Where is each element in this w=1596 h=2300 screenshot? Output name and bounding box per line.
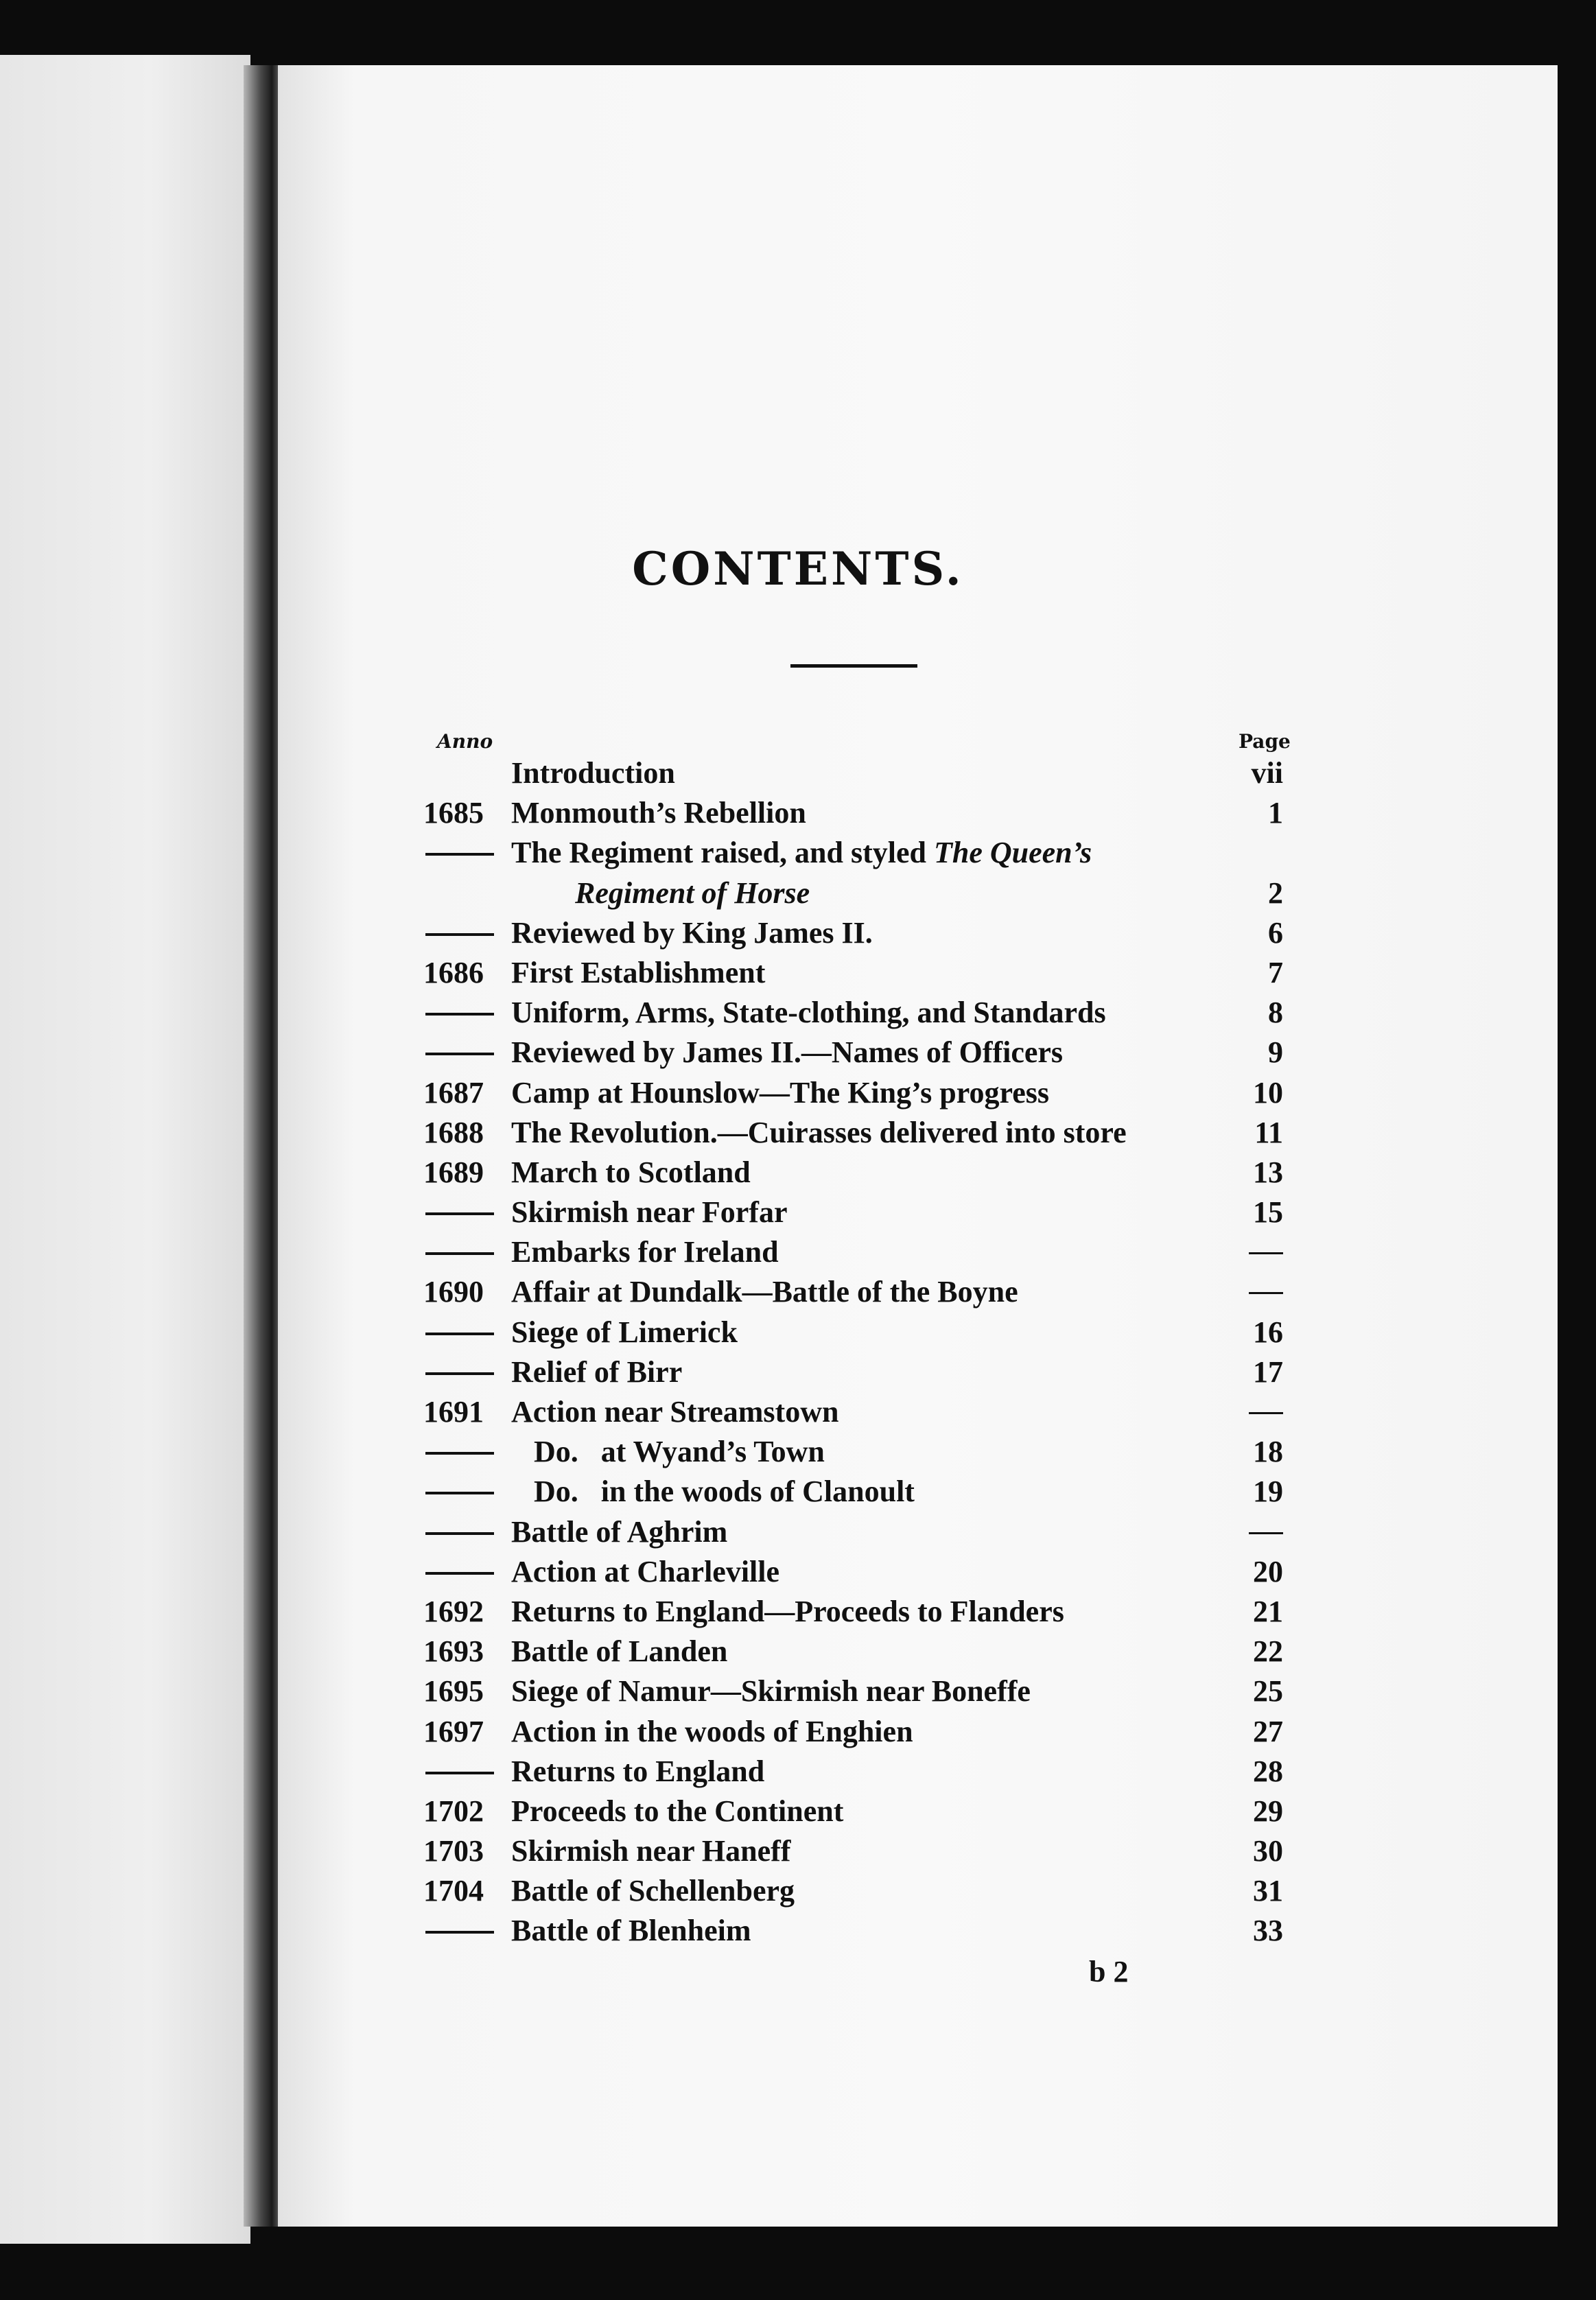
entry-title: Relief of Birr [511,1354,683,1389]
entry-page-number: 10 [1253,1075,1283,1110]
toc-entry [0,953,1596,993]
ditto-dash [1249,1412,1283,1414]
table-of-contents [0,753,1596,1951]
entry-year: 1685 [423,796,484,830]
entry-title: March to Scotland [511,1155,751,1189]
entry-title: Action in the woods of Enghien [511,1714,913,1748]
ditto-dash [425,1572,494,1575]
entry-title: Do. in the woods of Clanoult [534,1475,915,1509]
ditto-dash [425,1772,494,1774]
entry-title: Battle of Blenheim [511,1914,751,1948]
entry-page-number: 7 [1268,955,1283,989]
toc-entry [0,1232,1596,1272]
entry-title: Introduction [511,756,675,790]
toc-entry [0,1632,1596,1671]
entry-title: Battle of Landen [511,1634,728,1669]
toc-entry [0,753,1596,793]
entry-page-number: 15 [1253,1195,1283,1230]
entry-page-number: 9 [1268,1035,1283,1070]
entry-page-number: 8 [1268,996,1283,1030]
ditto-dash [425,1492,494,1494]
entry-year: 1703 [423,1834,484,1868]
ditto-dash [425,1013,494,1016]
toc-entry [0,1712,1596,1752]
column-header-year: Anno [437,730,493,753]
toc-entry [0,1392,1596,1432]
entry-page-number: 6 [1268,915,1283,950]
toc-entry [0,993,1596,1033]
ditto-dash [1249,1532,1283,1534]
entry-page-number: 18 [1253,1435,1283,1469]
entry-title: Proceeds to the Continent [511,1794,844,1828]
ditto-dash [425,1252,494,1255]
entry-title: Battle of Aghrim [511,1514,728,1549]
ditto-dash [425,933,494,936]
ditto-dash [425,1372,494,1375]
entry-year: 1691 [423,1395,484,1429]
entry-title: The Revolution.—Cuirasses delivered into store [511,1115,1127,1149]
entry-year: 1692 [423,1594,484,1628]
toc-entry [0,1792,1596,1831]
entry-page-number: 11 [1254,1115,1283,1149]
entry-year: 1687 [423,1075,484,1110]
entry-page-number: 17 [1253,1354,1283,1389]
entry-year: 1695 [423,1674,484,1709]
entry-title: Regiment of Horse [575,876,810,910]
entry-title: Do. at Wyand’s Town [534,1435,825,1469]
entry-year: 1690 [423,1275,484,1309]
toc-entry [0,873,1596,913]
ditto-dash [425,1053,494,1055]
entry-title: Skirmish near Haneff [511,1834,791,1868]
page-title: CONTENTS. [632,542,964,596]
entry-title: Embarks for Ireland [511,1235,779,1269]
entry-title: Reviewed by King James II. [511,915,873,950]
entry-page-number: 19 [1253,1475,1283,1509]
toc-entry [0,1512,1596,1552]
entry-page-number: 13 [1253,1155,1283,1189]
entry-page-number: 25 [1253,1674,1283,1709]
ditto-dash [425,1532,494,1535]
entry-page-number: 29 [1253,1794,1283,1828]
entry-title: Action at Charleville [511,1554,780,1588]
entry-title: Returns to England—Proceeds to Flanders [511,1594,1064,1628]
toc-entry [0,1671,1596,1711]
title-rule [790,664,917,668]
entry-page-number: 31 [1253,1874,1283,1908]
entry-title: Skirmish near Forfar [511,1195,788,1230]
entry-page-number: 16 [1253,1315,1283,1349]
entry-year: 1686 [423,955,484,989]
toc-entry [0,1033,1596,1072]
entry-page-number: 33 [1253,1914,1283,1948]
entry-page-number: 28 [1253,1754,1283,1788]
toc-entry [0,1272,1596,1312]
toc-entry [0,913,1596,953]
entry-year: 1693 [423,1634,484,1669]
entry-title: Siege of Namur—Skirmish near Boneffe [511,1674,1031,1709]
entry-year: 1688 [423,1115,484,1149]
toc-entry [0,1592,1596,1632]
ditto-dash [1249,1292,1283,1294]
toc-entry [0,1073,1596,1113]
toc-entry [0,1552,1596,1592]
entry-title: Monmouth’s Rebellion [511,796,806,830]
entry-page-number: vii [1251,756,1283,790]
toc-entry [0,1871,1596,1911]
entry-title: Action near Streamstown [511,1395,839,1429]
entry-title: Returns to England [511,1754,765,1788]
entry-title: Affair at Dundalk—Battle of the Boyne [511,1275,1018,1309]
entry-title: Reviewed by James II.—Names of Officers [511,1035,1064,1070]
entry-title: Battle of Schellenberg [511,1874,795,1908]
ditto-dash [1249,1252,1283,1254]
entry-title: Camp at Hounslow—The King’s progress [511,1075,1049,1110]
entry-title: Siege of Limerick [511,1315,738,1349]
ditto-dash [425,1931,494,1934]
ditto-dash [425,1212,494,1215]
toc-entry [0,1752,1596,1792]
entry-title: First Establishment [511,955,766,989]
toc-entry [0,1911,1596,1951]
entry-page-number: 2 [1268,876,1283,910]
entry-year: 1697 [423,1714,484,1748]
toc-entry [0,1831,1596,1871]
entry-year: 1704 [423,1874,484,1908]
entry-page-number: 27 [1253,1714,1283,1748]
entry-title: The Regiment raised, and styled The Queen’s [511,836,1092,870]
toc-entry [0,1153,1596,1193]
toc-entry [0,1432,1596,1472]
column-header-page: Page [1239,730,1291,753]
toc-entry [0,1313,1596,1352]
entry-year: 1702 [423,1794,484,1828]
toc-entry [0,1113,1596,1153]
toc-entry [0,1472,1596,1512]
signature-mark: b 2 [1089,1955,1129,1988]
toc-entry [0,793,1596,833]
entry-page-number: 1 [1268,796,1283,830]
ditto-dash [425,1452,494,1455]
entry-page-number: 22 [1253,1634,1283,1669]
entry-page-number: 21 [1253,1594,1283,1628]
entry-page-number: 30 [1253,1834,1283,1868]
ditto-dash [425,853,494,856]
entry-title: Uniform, Arms, State-clothing, and Standards [511,996,1106,1030]
toc-entry [0,833,1596,873]
ditto-dash [425,1333,494,1335]
entry-page-number: 20 [1253,1554,1283,1588]
entry-year: 1689 [423,1155,484,1189]
toc-entry [0,1352,1596,1392]
toc-entry [0,1193,1596,1232]
